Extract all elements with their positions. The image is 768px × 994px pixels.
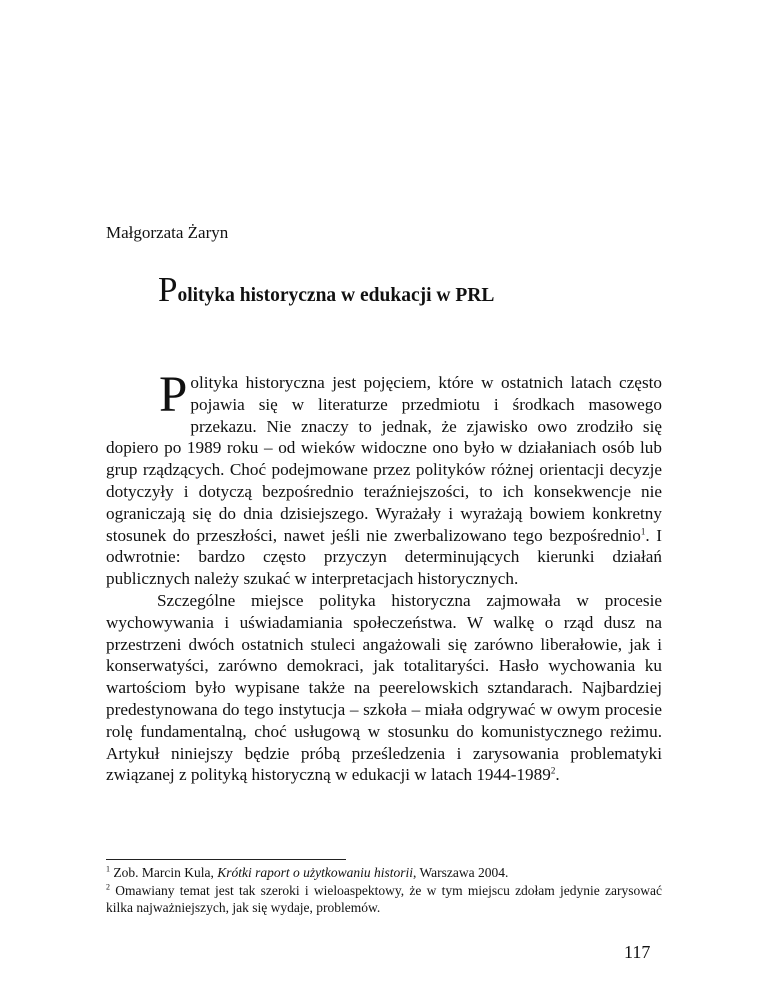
article-title [158, 270, 718, 316]
paragraph-2 [106, 590, 662, 786]
footnote-2-text: Omawiany temat jest tak szeroki i wieloaspektowy, że w tym miejscu zdołam jedynie zarysować kilka najważniejszych, jak się wydaje, problemów. [106, 882, 662, 915]
footnotes [106, 864, 662, 917]
drop-cap: P [159, 367, 188, 423]
title-rest: olityka historyczna w edukacji w PRL [177, 285, 495, 306]
author-name: Małgorzata Żaryn [106, 223, 229, 242]
paragraph-1-text-end: . I odwrotnie: bardzo często przyczyn determinujących kierunki działań publicznych należy szukać w interpretacjach historycznych. [106, 525, 662, 589]
footnote-1-suffix: , Warszawa 2004. [413, 865, 509, 880]
page-number: 117 [624, 942, 651, 962]
title-initial: P [158, 270, 178, 309]
footnote-1 [106, 864, 662, 882]
footnote-1-book-title: Krótki raport o użytkowaniu historii [217, 865, 413, 880]
footnote-ref-1[interactable]: 1 [640, 525, 646, 536]
paragraph-1 [106, 367, 662, 590]
footnote-ref-2[interactable]: 2 [550, 765, 556, 776]
paragraph-2-text-end: . [555, 765, 560, 785]
paragraph-2-text: Szczególne miejsce polityka historyczna zajmowała w procesie wychowywania i uświadamiania społeczeństwa. W walkę o rząd dusz na przestrzeni dwóch ostatnich stuleci angażowali się zarówno liberałowie, jak i konserwatyści, zarówno demokraci, jak totalitaryści. Hasło wychowania ku wartościom było wypisane także na peerelowskich sztandarach. Najbardziej predestynowana do tego instytucja – szkoła – miała odgrywać w owym procesie rolę fundamentalną, choć usługową w stosunku do komunistycznego reżimu. Artykuł niniejszy będzie próbą prześledzenia i zarysowania problematyki związanej z polityką historyczną w edukacji w latach 1944-1989 [106, 590, 662, 785]
footnote-separator [106, 859, 346, 860]
article-body [106, 367, 662, 786]
footnote-2 [106, 882, 662, 917]
footnote-1-prefix: Zob. Marcin Kula, [110, 865, 218, 880]
paragraph-1-text: olityka historyczna jest pojęciem, które w ostatnich latach często pojawia się w literaturze przedmiotu i środkach masowego przekazu. Nie znaczy to jednak, że zjawisko owo zrodziło się dopiero po 1989 roku – od wieków widoczne ono było w działaniach osób lub grup rządzących. Choć podejmowane przez polityków różnej orientacji decyzje dotyczyły i dotyczą bezpośrednio teraźniejszości, to ich konsekwencje nie ograniczają się do dnia dzisiejszego. Wyrażały i wyrażają bowiem konkretny stosunek do przeszłości, nawet jeśli nie zwerbalizowano tego bezpośrednio [106, 373, 662, 545]
footnote-1-number: 1 [106, 864, 110, 874]
footnote-2-number: 2 [106, 882, 110, 891]
